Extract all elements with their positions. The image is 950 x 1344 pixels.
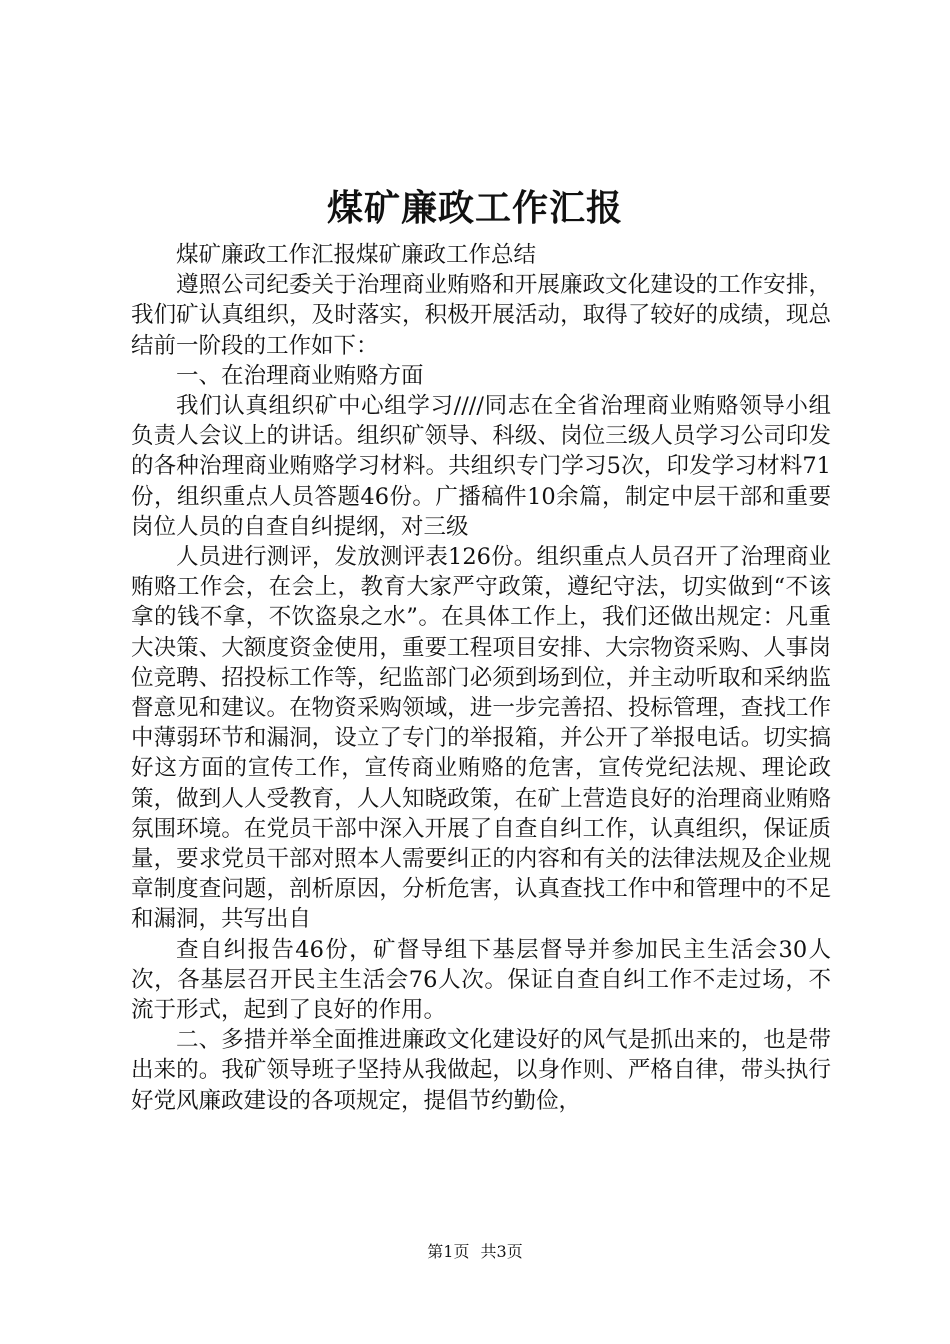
- paragraph-evaluation: 人员进行测评，发放测评表126份。组织重点人员召开了治理商业贿赂工作会，在会上，教育大家严守政策，遵纪守法，切实做到“不该拿的钱不拿，不饮盗泉之水”。在具体工作上，我们还做出规定：凡重大决策、大额度资金使用，重要工程项目安排、大宗物资采购、人事岗位竞聘、招投标工作等，纪监部门必须到场到位，并主动听取和采纳监督意见和建议。在物资采购领域，进一步完善招、投标管理，查找工作中薄弱环节和漏洞，设立了专门的举报箱，并公开了举报电话。切实搞好这方面的宣传工作，宣传商业贿赂的危害，宣传党纪法规、理论政策，做到人人受教育，人人知晓政策，在矿上营造良好的治理商业贿赂氛围环境。在党员干部中深入开展了自查自纠工作，认真组织，保证质量，要求党员干部对照本人需要纠正的内容和有关的法律法规及企业规章制度查问题，剖析原因，分析危害，认真查找工作中和管理中的不足和漏洞，共写出自: [131, 544, 831, 933]
- document-title: 煤矿廉政工作汇报: [326, 187, 623, 229]
- page-number: 第1页: [427, 1242, 470, 1261]
- page-total: 共3页: [480, 1242, 523, 1261]
- section-heading-1: 一、在治理商业贿赂方面: [176, 362, 424, 389]
- page-footer: [0, 1240, 950, 1264]
- paragraph-intro: 遵照公司纪委关于治理商业贿赂和开展廉政文化建设的工作安排，我们矿认真组织，及时落实，积极开展活动，取得了较好的成绩，现总结前一阶段的工作如下：: [131, 272, 831, 359]
- paragraph-self-check: 查自纠报告46份，矿督导组下基层督导并参加民主生活会30人次，各基层召开民主生活会76人次。保证自查自纠工作不走过场，不流于形式，起到了良好的作用。: [131, 936, 831, 1024]
- document-body: [131, 240, 831, 1116]
- paragraph-study: 我们认真组织矿中心组学习////同志在全省治理商业贿赂领导小组负责人会议上的讲话。组织矿领导、科级、岗位三级人员学习公司印发的各种治理商业贿赂学习材料。共组织专门学习5次，印发学习材料71份，组织重点人员答题46份。广播稿件10余篇，制定中层干部和重要岗位人员的自查自纠提纲，对三级: [131, 393, 831, 540]
- section-heading-2: 二、多措并举全面推进廉政文化建设好的风气是抓出来的，也是带出来的。我矿领导班子坚持从我做起，以身作则、严格自律，带头执行好党风廉政建设的各项规定，提倡节约勤俭，: [131, 1027, 831, 1114]
- paragraph-subtitle: 煤矿廉政工作汇报煤矿廉政工作总结: [176, 242, 537, 268]
